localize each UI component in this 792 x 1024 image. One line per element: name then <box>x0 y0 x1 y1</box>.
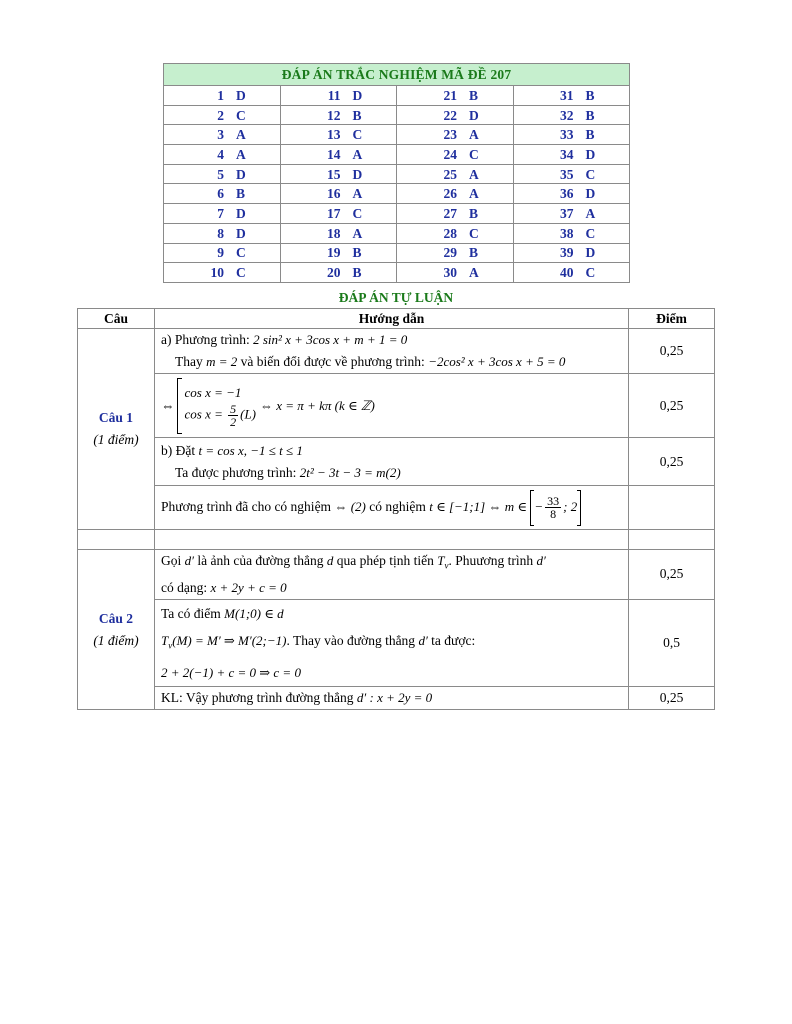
mcq-cell <box>280 243 397 263</box>
q1-r4-minus: − <box>534 498 544 514</box>
fraction-five-halves <box>228 403 238 428</box>
question-number: 28 <box>443 225 457 241</box>
q2-r1-m2: d <box>326 553 334 568</box>
header-points: Điểm <box>629 309 715 329</box>
frac-den-8: 8 <box>550 507 557 521</box>
answer-letter: C <box>352 127 363 143</box>
q2-r1-t2: là ảnh của đường thẳng <box>197 553 324 568</box>
mcq-cell <box>513 204 630 224</box>
answer-letter: D <box>469 107 479 123</box>
question-number: 13 <box>327 127 341 143</box>
q2-guide-3 <box>155 687 629 710</box>
answer-letter: C <box>585 166 596 182</box>
question-number: 17 <box>327 205 341 221</box>
essay-answer-table <box>77 308 715 710</box>
header-guide: Hướng dẫn <box>155 309 629 329</box>
mcq-cell <box>164 243 281 263</box>
q2-row-2 <box>78 599 715 687</box>
question-number: 10 <box>210 265 224 281</box>
q2-r3-math: d′ : x + 2y = 0 <box>356 690 433 706</box>
answer-letter: C <box>585 225 596 241</box>
mcq-cell <box>280 105 397 125</box>
q1-r4-math3: ; 2 <box>563 498 578 514</box>
fraction-33-8 <box>545 495 561 520</box>
question-number: 19 <box>327 245 341 261</box>
q2-r3-text: KL: Vậy phương trình đường thẳng <box>161 690 354 706</box>
question-number: 14 <box>327 146 341 162</box>
essay-header-row <box>78 309 715 329</box>
question-number: 9 <box>217 245 224 261</box>
q2-name: Câu 2 <box>98 610 134 626</box>
mcq-cell <box>164 145 281 165</box>
mcq-cell <box>397 204 514 224</box>
mcq-cell <box>280 184 397 204</box>
essay-title: ĐÁP ÁN TỰ LUẬN <box>338 290 454 305</box>
mcq-cell <box>513 223 630 243</box>
mcq-cell <box>513 243 630 263</box>
q2-r2-math: M(1;0) ∈ d <box>224 605 284 621</box>
q1-points-2: 0,25 <box>629 374 715 438</box>
q2-points-2: 0,5 <box>629 599 715 687</box>
q1-r4-math1: ⇔ (2) <box>334 498 366 514</box>
q2-r1-t1: Gọi <box>161 553 182 568</box>
question-number: 5 <box>217 166 224 182</box>
answer-letter: B <box>352 107 362 123</box>
mcq-cell <box>280 125 397 145</box>
q2-score: (1 điểm) <box>93 632 139 648</box>
question-number: 4 <box>217 146 224 162</box>
spacer-cell-2 <box>155 530 629 550</box>
question-number: 21 <box>443 87 457 103</box>
q1-r1b-math2: −2cos² x + 3cos x + 5 = 0 <box>428 354 566 369</box>
q2-r1-m1: d′ <box>184 553 194 568</box>
question-number: 8 <box>217 225 224 241</box>
answer-letter: A <box>469 265 479 281</box>
answer-letter: D <box>585 245 596 261</box>
answer-letter: C <box>236 265 246 281</box>
mcq-cell <box>164 223 281 243</box>
q1-points-1: 0,25 <box>629 329 715 374</box>
q2-r2b-text2: ta được: <box>431 632 476 648</box>
mcq-cell <box>397 223 514 243</box>
answer-letter: C <box>469 146 479 162</box>
answer-letter: D <box>236 87 246 103</box>
mcq-row <box>164 86 630 106</box>
answer-letter: C <box>585 265 596 281</box>
answer-letter: D <box>585 186 596 202</box>
question-number: 16 <box>327 186 341 202</box>
answer-letter: D <box>236 166 246 182</box>
q1-r4-text2: có nghiệm <box>369 498 426 514</box>
question-number: 30 <box>443 265 457 281</box>
answer-letter: B <box>236 186 246 202</box>
mcq-cell <box>164 125 281 145</box>
q1-r3b-math: 2t² − 3t − 3 = m(2) <box>299 464 401 480</box>
mcq-cell <box>397 263 514 283</box>
question-number: 2 <box>217 107 224 123</box>
mcq-answer-table <box>163 63 630 283</box>
mcq-row <box>164 105 630 125</box>
mcq-cell <box>397 145 514 165</box>
q1-guide-2 <box>155 374 629 438</box>
mcq-cell <box>513 263 630 283</box>
question-number: 3 <box>217 127 224 143</box>
q2-points-3: 0,25 <box>629 687 715 710</box>
q2-r2c-math: 2 + 2(−1) + c = 0 ⇒ c = 0 <box>161 665 301 681</box>
mcq-cell <box>397 243 514 263</box>
question-number: 22 <box>443 107 457 123</box>
question-number: 39 <box>560 245 574 261</box>
answer-letter: A <box>469 186 479 202</box>
question-number: 6 <box>217 186 224 202</box>
answer-letter: B <box>585 127 595 143</box>
answer-letter: A <box>236 127 246 143</box>
frac-num-33: 33 <box>547 494 560 508</box>
answer-letter: C <box>352 205 363 221</box>
answer-letter: A <box>585 205 596 221</box>
q1-guide-1 <box>155 329 629 374</box>
answer-letter: A <box>352 186 363 202</box>
right-bracket <box>577 490 581 526</box>
question-number: 37 <box>560 205 574 221</box>
q2-label-cell <box>78 550 155 710</box>
q2-r1-t3: qua phép tịnh tiến <box>336 553 434 568</box>
q1-points-4 <box>629 486 715 530</box>
q1-row-1 <box>78 329 715 374</box>
mcq-row <box>164 204 630 224</box>
question-number: 31 <box>560 87 574 103</box>
mcq-row <box>164 164 630 184</box>
mcq-answer-rows <box>164 86 630 283</box>
mcq-cell <box>164 105 281 125</box>
mcq-cell <box>280 164 397 184</box>
question-number: 25 <box>443 166 457 182</box>
q2-r1b-text: có dạng: <box>161 579 208 595</box>
q1-label-cell <box>78 329 155 530</box>
q1-r4-math2: t ∈ [−1;1] ⇔ m ∈ <box>429 498 527 514</box>
mcq-row <box>164 125 630 145</box>
q2-r2b-text: . Thay vào đường thẳng <box>286 632 416 648</box>
mcq-row <box>164 223 630 243</box>
mcq-cell <box>397 86 514 106</box>
mcq-cell <box>280 223 397 243</box>
q2-guide-1 <box>155 550 629 600</box>
q1-r3b-text: Ta được phương trình: <box>175 464 297 480</box>
mcq-title: ĐÁP ÁN TRẮC NGHIỆM MÃ ĐỀ 207 <box>164 64 630 86</box>
mcq-cell <box>164 184 281 204</box>
question-number: 1 <box>217 87 224 103</box>
q2-row-3 <box>78 687 715 710</box>
question-number: 18 <box>327 225 341 241</box>
header-question: Câu <box>78 309 155 329</box>
q2-r2b-sub: v <box>168 640 173 651</box>
q2-r1-m4: d′ <box>536 553 546 568</box>
answer-letter: D <box>352 166 363 182</box>
q1-r1b-math1: m = 2 <box>206 354 238 369</box>
question-number: 35 <box>560 166 574 182</box>
spacer-cell-1 <box>78 530 155 550</box>
mcq-cell <box>164 204 281 224</box>
mcq-cell <box>397 164 514 184</box>
mcq-title-row <box>164 64 630 86</box>
spacer-cell-3 <box>629 530 715 550</box>
q2-r2b-m2: d′ <box>418 632 428 648</box>
q2-r1-sub: v <box>444 560 449 571</box>
q1-r1-text: a) Phương trình: <box>161 332 250 347</box>
q2-points-1: 0,25 <box>629 550 715 600</box>
question-number: 23 <box>443 127 457 143</box>
answer-letter: D <box>352 87 363 103</box>
mcq-cell <box>164 86 281 106</box>
answer-letter: A <box>352 225 363 241</box>
question-number: 33 <box>560 127 574 143</box>
system-bracket <box>177 378 182 434</box>
mcq-cell <box>513 145 630 165</box>
frac-den: 2 <box>230 415 237 429</box>
q1-r3-text: b) Đặt <box>161 442 196 458</box>
question-number: 12 <box>327 107 341 123</box>
q1-guide-4 <box>155 486 629 530</box>
answer-letter: C <box>236 245 246 261</box>
question-number: 7 <box>217 205 224 221</box>
q2-guide-2 <box>155 599 629 687</box>
q1-row-3 <box>78 438 715 486</box>
answer-letter: B <box>469 205 479 221</box>
mcq-cell <box>513 164 630 184</box>
answer-letter: B <box>585 87 595 103</box>
q1-row-4 <box>78 486 715 530</box>
answer-letter: D <box>236 205 246 221</box>
q2-r2-text: Ta có điểm <box>161 605 221 621</box>
q1-r1b-text: Thay <box>175 354 203 369</box>
q2-r1b-math: x + 2y + c = 0 <box>210 579 287 595</box>
question-number: 32 <box>560 107 574 123</box>
answer-letter: A <box>236 146 246 162</box>
mcq-cell <box>513 86 630 106</box>
question-number: 29 <box>443 245 457 261</box>
mcq-row <box>164 184 630 204</box>
q1-r2-system <box>185 383 257 428</box>
q1-r2-line2-post: (L) <box>240 406 257 422</box>
q1-r1b-text2: và biến đổi được về phương trình: <box>240 354 425 369</box>
q2-r1-t4: . Phuương trình <box>448 553 534 568</box>
question-number: 40 <box>560 265 574 281</box>
spacer-row <box>78 530 715 550</box>
q2-r2b-math: (M) = M′ ⇒ M′(2;−1) <box>172 632 287 648</box>
q1-name: Câu 1 <box>98 410 134 425</box>
q1-row-2 <box>78 374 715 438</box>
question-number: 38 <box>560 225 574 241</box>
mcq-cell <box>280 86 397 106</box>
q2-row-1 <box>78 550 715 600</box>
mcq-row <box>164 145 630 165</box>
question-number: 24 <box>443 146 457 162</box>
mcq-cell <box>397 184 514 204</box>
mcq-cell <box>280 263 397 283</box>
mcq-row <box>164 243 630 263</box>
answer-letter: D <box>585 146 596 162</box>
question-number: 11 <box>327 87 341 103</box>
mcq-cell <box>280 145 397 165</box>
mcq-cell <box>397 105 514 125</box>
mcq-cell <box>164 263 281 283</box>
mcq-cell <box>397 125 514 145</box>
mcq-cell <box>513 105 630 125</box>
q1-r2-iff: ⇔ <box>161 397 175 413</box>
mcq-cell <box>280 204 397 224</box>
frac-num: 5 <box>230 402 237 416</box>
question-number: 20 <box>327 265 341 281</box>
q1-r2-result: ⇔ x = π + kπ (k ∈ ℤ) <box>260 397 375 413</box>
answer-letter: C <box>236 107 246 123</box>
answer-letter: A <box>352 146 363 162</box>
mcq-row <box>164 263 630 283</box>
answer-letter: A <box>469 166 479 182</box>
question-number: 36 <box>560 186 574 202</box>
answer-letter: A <box>469 127 479 143</box>
answer-letter: B <box>585 107 595 123</box>
q1-r2-line2-pre: cos x = <box>184 406 223 422</box>
answer-letter: B <box>352 265 362 281</box>
q1-guide-3 <box>155 438 629 486</box>
question-number: 15 <box>327 166 341 182</box>
mcq-cell <box>164 164 281 184</box>
q1-r1-math: 2 sin² x + 3cos x + m + 1 = 0 <box>253 332 408 347</box>
question-number: 27 <box>443 205 457 221</box>
question-number: 26 <box>443 186 457 202</box>
mcq-cell <box>513 184 630 204</box>
answer-letter: B <box>469 87 479 103</box>
q1-points-3: 0,25 <box>629 438 715 486</box>
question-number: 34 <box>560 146 574 162</box>
answer-letter: B <box>352 245 362 261</box>
answer-letter: C <box>469 225 479 241</box>
answer-letter: B <box>469 245 479 261</box>
q1-r2-line1: cos x = −1 <box>184 385 242 400</box>
q2-r2b-m1: T <box>161 632 169 648</box>
mcq-cell <box>513 125 630 145</box>
answer-letter: D <box>236 225 246 241</box>
q1-r4-text1: Phương trình đã cho có nghiệm <box>161 498 332 514</box>
q1-score: (1 điểm) <box>93 432 139 447</box>
q2-r1-m3: T <box>437 553 445 568</box>
q1-r3-math: t = cos x, −1 ≤ t ≤ 1 <box>198 442 303 458</box>
